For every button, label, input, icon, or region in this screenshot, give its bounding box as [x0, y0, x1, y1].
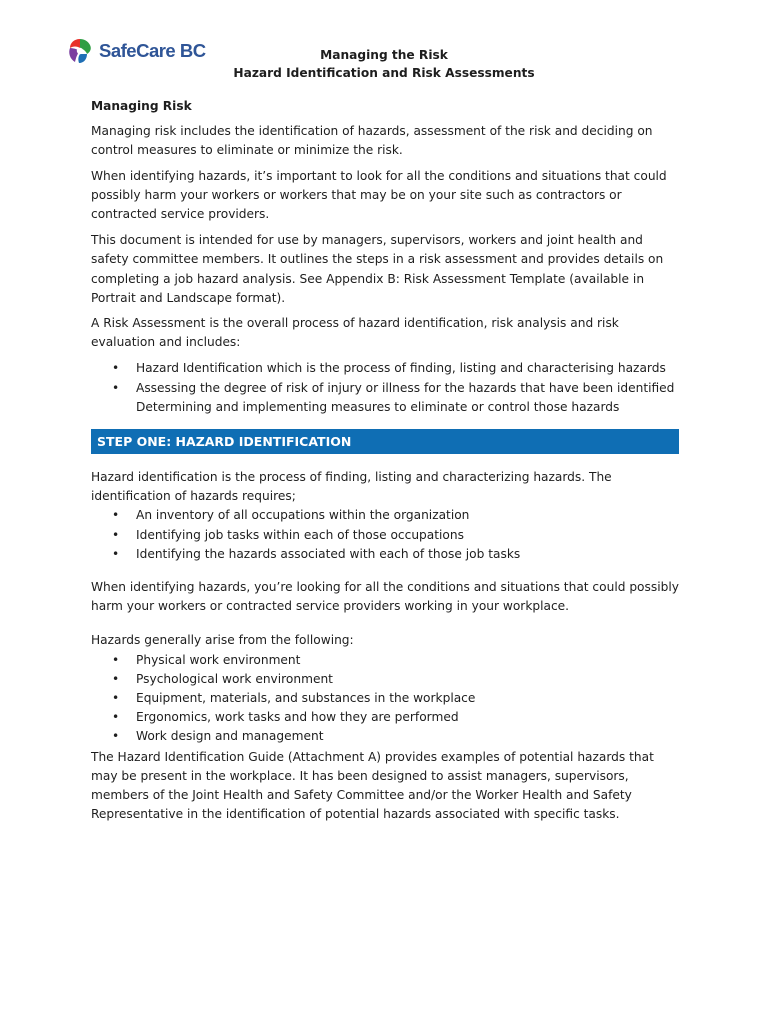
paragraph: When identifying hazards, you’re looking for all the conditions and situations that could possibly harm your workers or contracted service providers working in your workplace.: [91, 580, 679, 614]
bullet: •: [112, 546, 120, 561]
bullet: •: [112, 710, 120, 725]
bullet: •: [112, 671, 120, 686]
page-title: Managing the Risk: [320, 48, 448, 62]
section-heading-managing-risk: Managing Risk: [91, 99, 192, 113]
bullet: •: [112, 380, 120, 395]
risk-assessment-list: [91, 359, 683, 417]
bullet: •: [112, 361, 120, 376]
list-item: • Physical work environment: [91, 651, 683, 670]
bullet: •: [112, 729, 120, 744]
paragraph: When identifying hazards, it’s important to look for all the conditions and situations that could possibly harm your workers or workers that may be on your site such as contractors or contracted service providers.: [91, 168, 667, 222]
bullet: •: [112, 508, 120, 523]
paragraph: Hazard identification is the process of finding, listing and characterizing hazards. The identification of hazards requires;: [91, 470, 612, 504]
paragraph: A Risk Assessment is the overall process of hazard identification, risk analysis and risk evaluation and includes:: [91, 316, 619, 350]
list-item: • Work design and management: [91, 727, 683, 746]
list-item: • Psychological work environment: [91, 670, 683, 689]
paragraph: Hazards generally arise from the following:: [91, 633, 354, 648]
page-subtitle: Hazard Identification and Risk Assessments: [233, 66, 535, 80]
logo-text: SafeCare BC: [99, 40, 206, 61]
list-item: • Identifying the hazards associated with each of those job tasks: [91, 545, 683, 564]
document-body: [91, 97, 683, 825]
paragraph: This document is intended for use by managers, supervisors, workers and joint health and safety committee members. It outlines the steps in a risk assessment and provides details on completing a job hazard analysis. See Appendix B: Risk Assessment Template (available in Portrait and Landscape format).: [91, 233, 664, 305]
list-item: • Assessing the degree of risk of injury or illness for the hazards that have been identified: [91, 379, 683, 398]
list-item: • Equipment, materials, and substances in the workplace: [91, 689, 683, 708]
list-item: Determining and implementing measures to eliminate or control those hazards: [136, 399, 620, 414]
step-one-heading-bar: STEP ONE: HAZARD IDENTIFICATION: [91, 429, 679, 454]
requirements-list: [91, 506, 683, 564]
bullet: •: [112, 691, 120, 706]
hazard-sources-list: [91, 651, 683, 747]
document-title: [0, 46, 768, 82]
list-item: • Ergonomics, work tasks and how they are performed: [91, 708, 683, 727]
bullet: •: [112, 652, 120, 667]
bullet: •: [112, 527, 120, 542]
list-item: • Identifying job tasks within each of those occupations: [91, 526, 683, 545]
list-item: • Hazard Identification which is the process of finding, listing and characterising hazards: [91, 359, 683, 378]
paragraph: The Hazard Identification Guide (Attachment A) provides examples of potential hazards that may be present in the workplace. It has been designed to assist managers, supervisors, members of the Joint Health and Safety Committee and/or the Worker Health and Safety Representative in the identification of potential hazards associated with specific tasks.: [91, 749, 654, 822]
paragraph: Managing risk includes the identification of hazards, assessment of the risk and deciding on control measures to eliminate or minimize the risk.: [91, 124, 653, 158]
list-item: • An inventory of all occupations within the organization: [91, 506, 683, 525]
